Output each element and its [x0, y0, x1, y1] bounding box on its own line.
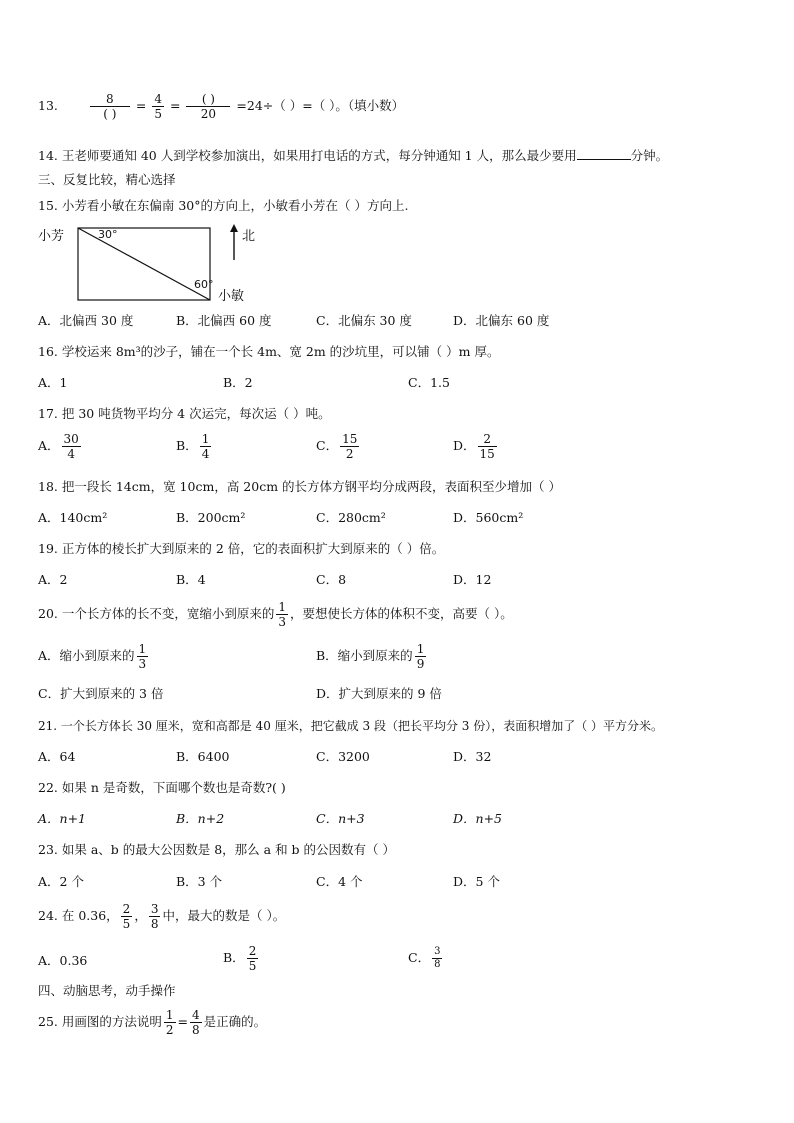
q25-text-after: 是正确的。 — [203, 1014, 267, 1029]
q20-a-num: 1 — [138, 642, 147, 656]
q25-text: 25. 用画图的方法说明 — [38, 1014, 162, 1029]
section-3-heading: 三、反复比较，精心选择 — [38, 172, 176, 187]
q17-option-b[interactable] — [176, 432, 213, 461]
q13-f1-denominator: ( ) — [103, 107, 117, 121]
q24-b-num: 2 — [248, 944, 257, 958]
q17-option-d-fraction — [478, 432, 497, 461]
q24-separator: ， — [134, 908, 147, 923]
q23-option-b[interactable]: B．3 个 — [176, 874, 223, 889]
q16-option-c[interactable]: C．1.5 — [408, 375, 450, 390]
q24-f1-num: 2 — [122, 902, 131, 916]
q24-option-b-label: B． — [223, 950, 245, 965]
question-21-text: 21. 一个长方体长 30 厘米，宽和高都是 40 厘米，把它截成 3 段（把长平均分 3 份），表面积增加了（ ）平方分米。 — [38, 719, 664, 733]
q20-option-a-text: A．缩小到原来的 — [38, 648, 135, 663]
question-17-text: 17. 把 30 吨货物平均分 4 次运完，每次运（ ）吨。 — [38, 406, 331, 421]
q23-option-a[interactable]: A．2 个 — [38, 874, 84, 889]
q19-option-a[interactable]: A．2 — [38, 572, 68, 587]
question-24 — [38, 902, 285, 931]
q20-option-b[interactable] — [316, 642, 428, 671]
q17-option-b-label: B． — [176, 438, 198, 453]
q15-option-c[interactable]: C．北偏东 30 度 — [316, 313, 412, 328]
q17-option-b-fraction — [200, 432, 212, 461]
q17-a-num: 30 — [63, 432, 79, 446]
q17-option-c-label: C． — [316, 438, 339, 453]
q24-option-c-label: C． — [408, 950, 431, 965]
q20-b-num: 1 — [416, 642, 425, 656]
q17-option-c[interactable] — [316, 432, 361, 461]
q15-north-label: 北 — [242, 229, 256, 244]
q20-option-d[interactable]: D．扩大到原来的 9 倍 — [316, 686, 442, 701]
q14-answer-blank[interactable] — [577, 147, 631, 160]
q16-option-a[interactable]: A．1 — [38, 375, 68, 390]
q17-d-den: 15 — [479, 447, 495, 461]
q15-option-b[interactable]: B．北偏西 60 度 — [176, 313, 272, 328]
q19-option-d[interactable]: D．12 — [453, 572, 492, 587]
q20-a-den: 3 — [138, 657, 147, 671]
q24-text: 24. 在 0.36， — [38, 908, 119, 923]
q20-f-den: 3 — [278, 615, 286, 629]
q24-text-after: 中，最大的数是（ ）。 — [162, 908, 286, 923]
q15-angle-60: 60° — [194, 278, 214, 291]
q16-option-b[interactable]: B．2 — [223, 375, 253, 390]
q20-option-a[interactable] — [38, 642, 150, 671]
q13-fraction-1 — [90, 92, 130, 121]
q25-f1-num: 1 — [165, 1008, 174, 1022]
q21-option-d[interactable]: D．32 — [453, 749, 492, 764]
q25-f2-num: 4 — [191, 1008, 200, 1022]
question-15-text: 15. 小芳看小敏在东偏南 30°的方向上，小敏看小芳在（ ）方向上. — [38, 198, 409, 213]
q20-text-after: ，要想使长方体的体积不变，高要（ ）。 — [290, 606, 513, 621]
q13-fraction-3 — [186, 92, 230, 121]
q17-option-a-label: A． — [38, 438, 60, 453]
q18-option-b[interactable]: B．200cm² — [176, 510, 246, 525]
q25-fraction-2 — [190, 1008, 202, 1037]
q20-option-a-fraction — [137, 642, 149, 671]
q13-f3-numerator: ( ) — [201, 92, 215, 106]
q19-option-c[interactable]: C．8 — [316, 572, 347, 587]
question-23-text: 23. 如果 a、b 的最大公因数是 8，那么 a 和 b 的公因数有（ ） — [38, 842, 396, 857]
q17-option-a[interactable] — [38, 432, 83, 461]
q25-f2-den: 8 — [191, 1023, 200, 1037]
question-22-text: 22. 如果 n 是奇数，下面哪个数也是奇数?( ) — [38, 780, 286, 795]
q17-c-num: 15 — [342, 432, 358, 446]
q20-b-den: 9 — [416, 657, 425, 671]
question-19-text: 19. 正方体的棱长扩大到原来的 2 倍，它的表面积扩大到原来的（ ）倍。 — [38, 541, 445, 556]
question-16-text: 16. 学校运来 8m³的沙子，铺在一个长 4m、宽 2m 的沙坑里，可以铺（ ）m 厚。 — [38, 344, 500, 359]
q24-option-a[interactable]: A．0.36 — [38, 953, 88, 968]
q15-diagram — [36, 222, 276, 308]
q22-option-d[interactable]: D．n+5 — [453, 811, 502, 826]
q19-option-b[interactable]: B．4 — [176, 572, 206, 587]
q17-d-num: 2 — [483, 432, 491, 446]
north-arrow-icon — [230, 224, 238, 232]
q24-fraction-2 — [149, 902, 161, 931]
q15-label-xiaofang: 小芳 — [38, 229, 65, 244]
q15-label-xiaomin: 小敏 — [218, 289, 245, 304]
q17-c-den: 2 — [345, 447, 354, 461]
question-18-text: 18. 把一段长 14cm，宽 10cm，高 20cm 的长方体方钢平均分成两段，表面积至少增加（ ） — [38, 479, 561, 494]
q15-option-a[interactable]: A．北偏西 30 度 — [38, 313, 134, 328]
q24-fraction-1 — [121, 902, 133, 931]
q13-f3-denominator: 20 — [200, 107, 217, 121]
q13-number: 13. — [38, 98, 58, 113]
q17-option-c-fraction — [340, 432, 359, 461]
q13-equals-2: = — [169, 98, 181, 113]
q17-option-d[interactable] — [453, 432, 499, 461]
q21-option-b[interactable]: B．6400 — [176, 749, 230, 764]
q20-option-b-fraction — [415, 642, 427, 671]
q21-option-c[interactable]: C．3200 — [316, 749, 370, 764]
q13-f1-numerator: 8 — [106, 92, 114, 106]
q13-tail: =24÷（ ）=（ ）。（填小数） — [236, 98, 405, 113]
q13-f2-numerator: 4 — [154, 92, 162, 106]
q20-option-b-text: B．缩小到原来的 — [316, 648, 413, 663]
q24-b-den: 5 — [248, 959, 257, 973]
q22-option-c[interactable]: C．n+3 — [316, 811, 365, 826]
q24-f2-den: 8 — [150, 917, 159, 931]
q13-f2-denominator: 5 — [154, 107, 162, 121]
q23-option-d[interactable]: D．5 个 — [453, 874, 500, 889]
question-13 — [38, 92, 404, 121]
q20-text: 20. 一个长方体的长不变，宽缩小到原来的 — [38, 606, 275, 621]
q25-equals: = — [177, 1014, 188, 1029]
q25-fraction-1 — [164, 1008, 176, 1037]
q18-option-d[interactable]: D．560cm² — [453, 510, 524, 525]
q13-fraction-2 — [152, 92, 164, 121]
q20-fraction — [276, 600, 288, 629]
q22-option-a[interactable]: A．n+1 — [38, 811, 87, 826]
question-14 — [38, 147, 668, 164]
q14-text: 14. 王老师要通知 40 人到学校参加演出，如果用打电话的方式，每分钟通知 1 人，那么最少要用 — [38, 148, 577, 163]
q24-f1-den: 5 — [122, 917, 131, 931]
q17-option-a-fraction — [62, 432, 81, 461]
q22-option-b[interactable]: B．n+2 — [176, 811, 225, 826]
section-4-heading: 四、动脑思考，动手操作 — [38, 983, 176, 998]
q24-option-b-fraction — [247, 944, 259, 973]
q20-option-c[interactable]: C．扩大到原来的 3 倍 — [38, 686, 164, 701]
q17-option-d-label: D． — [453, 438, 476, 453]
q23-option-c[interactable]: C．4 个 — [316, 874, 363, 889]
q18-option-a[interactable]: A．140cm² — [38, 510, 108, 525]
q17-b-num: 1 — [201, 432, 210, 446]
q25-f1-den: 2 — [165, 1023, 174, 1037]
q15-angle-30: 30° — [98, 228, 118, 241]
q17-a-den: 4 — [67, 447, 75, 461]
q24-option-c-fraction — [432, 946, 442, 971]
q24-option-b[interactable] — [223, 944, 260, 973]
question-25 — [38, 1008, 266, 1037]
q24-option-c[interactable] — [408, 946, 444, 971]
q14-text-after: 分钟。 — [630, 148, 669, 163]
q24-c-num: 3 — [434, 946, 441, 957]
q20-f-num: 1 — [278, 600, 286, 614]
q13-equals-1: = — [135, 98, 147, 113]
q24-c-den: 8 — [434, 959, 441, 970]
question-20 — [38, 600, 513, 629]
q21-option-a[interactable]: A．64 — [38, 749, 76, 764]
q17-b-den: 4 — [201, 447, 210, 461]
q15-option-d[interactable]: D．北偏东 60 度 — [453, 313, 550, 328]
q24-f2-num: 3 — [150, 902, 159, 916]
q18-option-c[interactable]: C．280cm² — [316, 510, 386, 525]
